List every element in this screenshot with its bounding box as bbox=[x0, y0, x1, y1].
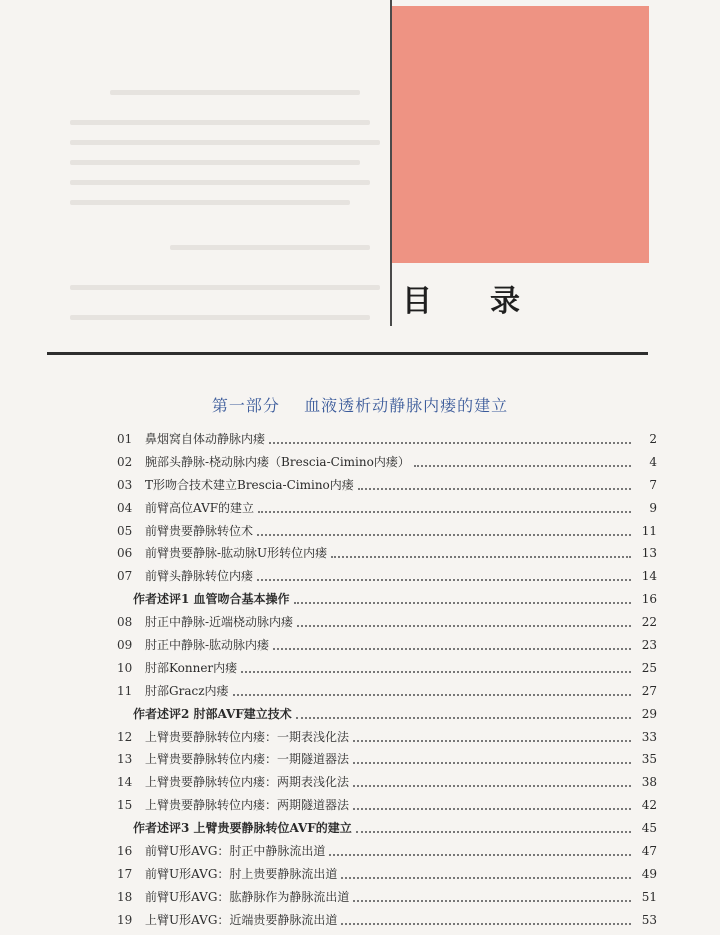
entry-number: 06 bbox=[117, 546, 133, 561]
toc-entry[interactable] bbox=[117, 794, 657, 817]
entry-number: 19 bbox=[117, 912, 133, 927]
entry-page-number: 25 bbox=[641, 660, 657, 675]
toc-entry[interactable] bbox=[117, 451, 657, 474]
entry-page-number: 47 bbox=[641, 844, 657, 859]
dot-leader bbox=[356, 830, 631, 833]
entry-title: 肘部Gracz内瘘 bbox=[145, 683, 229, 698]
entry-page-number: 33 bbox=[641, 729, 657, 744]
toc-entry[interactable] bbox=[117, 726, 657, 749]
toc-entry[interactable] bbox=[117, 497, 657, 520]
toc-heading-char-1: 目 bbox=[402, 284, 432, 319]
entry-number: 11 bbox=[117, 683, 133, 698]
entry-title: 前臂贵要静脉转位术 bbox=[145, 523, 254, 538]
entry-title: 作者述评1 血管吻合基本操作 bbox=[133, 592, 290, 607]
entry-number: 09 bbox=[117, 638, 133, 653]
entry-page-number: 11 bbox=[641, 523, 657, 538]
entry-page-number: 4 bbox=[649, 454, 657, 469]
entry-page-number: 23 bbox=[641, 638, 657, 653]
dot-leader bbox=[329, 853, 631, 856]
dot-leader bbox=[353, 739, 631, 742]
bleed-through-text bbox=[70, 60, 400, 360]
dot-leader bbox=[269, 441, 631, 444]
entry-title: 上臂贵要静脉转位内瘘：一期表浅化法 bbox=[145, 729, 350, 744]
dot-leader bbox=[258, 510, 631, 513]
entry-number: 14 bbox=[117, 775, 133, 790]
dot-leader bbox=[341, 922, 631, 925]
dot-leader bbox=[331, 555, 631, 558]
entry-title: T形吻合技术建立Brescia-Cimino内瘘 bbox=[145, 477, 354, 492]
entry-number: 02 bbox=[117, 454, 133, 469]
entry-page-number: 51 bbox=[641, 889, 657, 904]
dot-leader bbox=[241, 670, 631, 673]
toc-entry[interactable] bbox=[117, 771, 657, 794]
toc-review-entry[interactable] bbox=[117, 588, 657, 611]
entry-page-number: 7 bbox=[649, 477, 657, 492]
header-color-block bbox=[392, 6, 649, 263]
heading-divider bbox=[47, 352, 648, 355]
toc-heading bbox=[400, 272, 640, 322]
toc-entry[interactable] bbox=[117, 680, 657, 703]
entry-title: 肘正中静脉-近端桡动脉内瘘 bbox=[145, 615, 294, 630]
entry-page-number: 9 bbox=[649, 500, 657, 515]
entry-number: 10 bbox=[117, 660, 133, 675]
dot-leader bbox=[296, 716, 631, 719]
toc-review-entry[interactable] bbox=[117, 703, 657, 726]
entry-page-number: 45 bbox=[641, 821, 657, 836]
toc-entry[interactable] bbox=[117, 909, 657, 932]
entry-title: 前臂贵要静脉-肱动脉U形转位内瘘 bbox=[145, 546, 328, 561]
toc-entry[interactable] bbox=[117, 657, 657, 680]
entry-title: 上臂贵要静脉转位内瘘：两期隧道器法 bbox=[145, 798, 350, 813]
entry-title: 上臂贵要静脉转位内瘘：两期表浅化法 bbox=[145, 775, 350, 790]
dot-leader bbox=[353, 807, 631, 810]
dot-leader bbox=[273, 647, 631, 650]
dot-leader bbox=[358, 487, 631, 490]
entry-page-number: 14 bbox=[641, 569, 657, 584]
entry-number: 17 bbox=[117, 866, 133, 881]
entry-title: 前臂头静脉转位内瘘 bbox=[145, 569, 254, 584]
entry-page-number: 22 bbox=[641, 615, 657, 630]
toc-entry[interactable] bbox=[117, 863, 657, 886]
entry-title: 鼻烟窝自体动静脉内瘘 bbox=[145, 432, 266, 446]
dot-leader bbox=[233, 693, 631, 696]
entry-title: 腕部头静脉-桡动脉内瘘（Brescia-Cimino内瘘） bbox=[145, 454, 410, 469]
entry-title: 上臂U形AVG：近端贵要静脉流出道 bbox=[145, 912, 338, 927]
entry-page-number: 49 bbox=[641, 866, 657, 881]
entry-page-number: 27 bbox=[641, 683, 657, 698]
entry-number: 04 bbox=[117, 500, 133, 515]
dot-leader bbox=[297, 624, 631, 627]
entry-number: 18 bbox=[117, 889, 133, 904]
entry-title: 肘正中静脉-肱动脉内瘘 bbox=[145, 638, 270, 653]
entry-title: 前臂U形AVG：肘正中静脉流出道 bbox=[145, 844, 326, 859]
toc-entry[interactable] bbox=[117, 474, 657, 497]
dot-leader bbox=[353, 899, 631, 902]
entry-title: 前臂U形AVG：肱静脉作为静脉流出道 bbox=[145, 889, 350, 904]
toc-entry[interactable] bbox=[117, 840, 657, 863]
dot-leader bbox=[341, 876, 631, 879]
entry-title: 前臂U形AVG：肘上贵要静脉流出道 bbox=[145, 866, 338, 881]
dot-leader bbox=[353, 784, 631, 787]
entry-number: 03 bbox=[117, 477, 133, 492]
toc-heading-char-2: 录 bbox=[490, 284, 520, 319]
entry-title: 作者述评2 肘部AVF建立技术 bbox=[133, 706, 292, 721]
entry-number: 08 bbox=[117, 615, 133, 630]
dot-leader bbox=[414, 464, 631, 467]
toc-entry[interactable] bbox=[117, 611, 657, 634]
entry-page-number: 38 bbox=[641, 775, 657, 790]
entry-title: 上臂贵要静脉转位内瘘：一期隧道器法 bbox=[145, 752, 350, 767]
entry-number: 15 bbox=[117, 798, 133, 813]
toc-entry[interactable] bbox=[117, 748, 657, 771]
entry-title: 肘部Konner内瘘 bbox=[145, 660, 238, 675]
entry-number: 05 bbox=[117, 523, 133, 538]
part-title: 第一部分 血液透析动静脉内瘘的建立 bbox=[211, 396, 509, 415]
toc-entry[interactable] bbox=[117, 428, 657, 451]
entry-number: 07 bbox=[117, 569, 133, 584]
toc-entry[interactable] bbox=[117, 565, 657, 588]
entry-number: 13 bbox=[117, 752, 133, 767]
entry-title: 前臂高位AVF的建立 bbox=[145, 500, 255, 515]
entry-number: 16 bbox=[117, 844, 133, 859]
dot-leader bbox=[257, 533, 631, 536]
entry-page-number: 13 bbox=[641, 546, 657, 561]
dot-leader bbox=[257, 578, 631, 581]
dot-leader bbox=[294, 601, 631, 604]
entry-page-number: 35 bbox=[641, 752, 657, 767]
toc-entry[interactable] bbox=[117, 520, 657, 543]
toc-entry[interactable] bbox=[117, 886, 657, 909]
entry-title: 作者述评3 上臂贵要静脉转位AVF的建立 bbox=[133, 821, 352, 836]
toc-review-entry[interactable] bbox=[117, 817, 657, 840]
entry-number: 01 bbox=[117, 432, 133, 446]
toc-entry[interactable] bbox=[117, 542, 657, 565]
entry-page-number: 53 bbox=[641, 912, 657, 927]
dot-leader bbox=[353, 761, 631, 764]
toc-entries bbox=[117, 428, 657, 932]
entry-page-number: 2 bbox=[649, 432, 657, 446]
entry-page-number: 16 bbox=[641, 592, 657, 607]
entry-page-number: 42 bbox=[641, 798, 657, 813]
toc-entry[interactable] bbox=[117, 634, 657, 657]
entry-page-number: 29 bbox=[641, 706, 657, 721]
entry-number: 12 bbox=[117, 729, 133, 744]
